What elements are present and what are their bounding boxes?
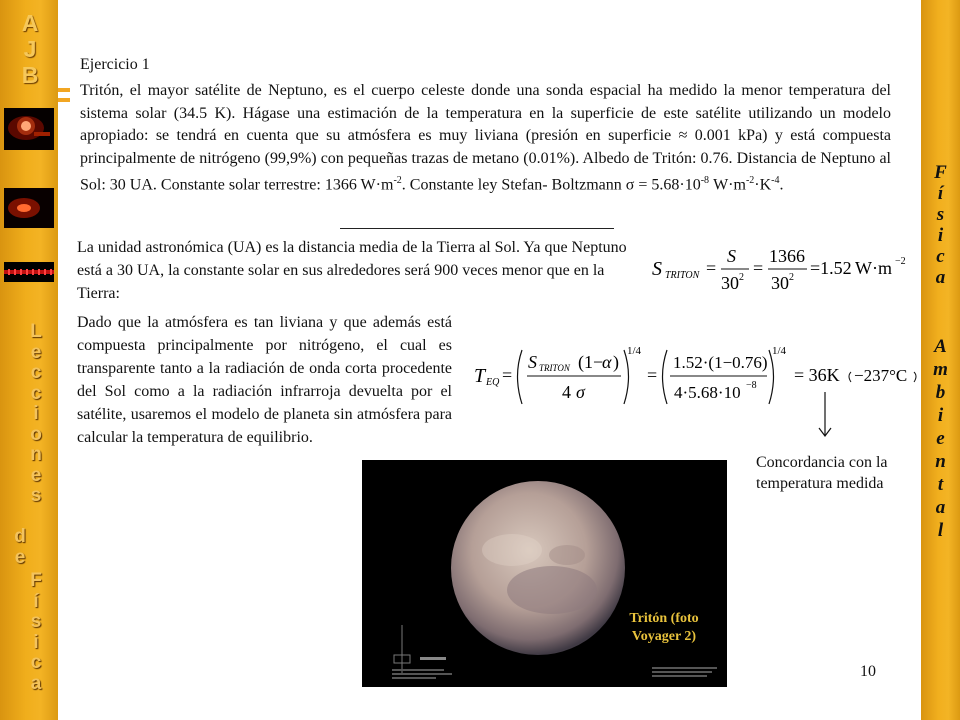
eq-unit: W·m bbox=[855, 258, 892, 278]
eq-equals: = bbox=[753, 258, 764, 278]
sidebar-letter: s bbox=[936, 204, 945, 225]
sidebar-letter: c bbox=[30, 362, 42, 383]
triton-photo bbox=[362, 460, 727, 687]
statement-text: . bbox=[779, 176, 784, 194]
sidebar-letter: í bbox=[937, 183, 944, 204]
logo-ajb bbox=[0, 10, 60, 88]
statement-text: = 5.68·10 bbox=[634, 176, 701, 194]
down-arrow-icon bbox=[817, 392, 833, 440]
equation-solar-constant bbox=[650, 240, 910, 296]
exponent: -2 bbox=[745, 175, 755, 186]
sidebar-letter: e bbox=[30, 464, 42, 486]
sidebar-letter: A bbox=[934, 336, 947, 357]
eq-fraction-den: 30 bbox=[771, 273, 789, 293]
eq-exponent: 2 bbox=[789, 272, 794, 283]
exercise-statement bbox=[80, 80, 891, 197]
eq-subscript: TRITON bbox=[665, 270, 700, 281]
sidebar-letter: o bbox=[30, 423, 42, 445]
alpha-symbol: α bbox=[602, 352, 612, 372]
sidebar-fisica bbox=[16, 571, 56, 694]
sidebar-letter: d bbox=[14, 526, 26, 547]
eq-fraction-num: ) bbox=[613, 352, 619, 372]
decor-line bbox=[58, 88, 70, 92]
sidebar-letter: a bbox=[935, 497, 946, 518]
sidebar-de bbox=[0, 527, 40, 568]
sidebar-letter: l bbox=[937, 520, 944, 541]
sidebar-letter: i bbox=[937, 405, 944, 426]
sidebar-letter: s bbox=[30, 611, 42, 632]
eq-exponent: 2 bbox=[739, 272, 744, 283]
sidebar-letter: a bbox=[935, 267, 946, 288]
eq-result: = 36K bbox=[794, 365, 840, 385]
sidebar-right-ambiental bbox=[921, 335, 960, 542]
sidebar-letter: a bbox=[30, 672, 42, 694]
eq-fraction-num: (1− bbox=[578, 352, 604, 372]
exponent: -4 bbox=[771, 175, 780, 186]
sigma-symbol: σ bbox=[576, 382, 585, 402]
eq-fraction-den: 4 bbox=[562, 382, 571, 402]
sidebar-letter: n bbox=[30, 444, 42, 465]
eq-equals: = bbox=[706, 258, 717, 278]
eq-symbol: S bbox=[652, 258, 662, 280]
sidebar-letter: t bbox=[937, 474, 944, 495]
sidebar-letter: í bbox=[33, 590, 39, 612]
result-note-line: Concordancia con la bbox=[756, 454, 888, 471]
statement-text: W·m bbox=[709, 176, 746, 194]
sidebar-letter: b bbox=[935, 382, 946, 403]
eq-fraction-den: 4·5.68·10 bbox=[674, 383, 741, 402]
sidebar-letter: c bbox=[30, 382, 42, 404]
sidebar-letter: L bbox=[30, 321, 42, 342]
eq-subscript: EQ bbox=[486, 377, 500, 388]
sidebar-letter: i bbox=[33, 631, 39, 653]
ua-explanation: La unidad astronómica (UA) es la distancia media de la Tierra al Sol. Ya que Neptuno está a 30 UA, la constante solar en sus alrededores será 900 veces menor que en la Tierra: bbox=[77, 239, 627, 302]
approx-symbol: ≈ bbox=[678, 127, 688, 144]
model-explanation: Dado que la atmósfera es tan liviana y que además está compuesta principalmente por nitrógeno, el cual es transparente tanto a la radiación de onda corta procedente del Sol como a la radiación infrarroja devuelta por el satélite, usaremos el modelo de planeta sin atmósfera para calcular la temperatura de equilibrio. bbox=[77, 314, 452, 446]
eq-exponent: −8 bbox=[746, 380, 757, 391]
sidebar-letter: F bbox=[934, 162, 947, 183]
result-note bbox=[756, 452, 888, 494]
logo-letter: B bbox=[21, 62, 39, 88]
eq-subscript: TRITON bbox=[539, 363, 570, 373]
exponent: -2 bbox=[393, 175, 402, 186]
divider bbox=[340, 228, 614, 229]
photo-caption bbox=[618, 610, 710, 646]
eq-fraction-num: S bbox=[528, 352, 537, 372]
sigma-symbol: σ bbox=[625, 176, 635, 194]
logo-letter: A bbox=[21, 10, 39, 36]
result-note-line: temperatura medida bbox=[756, 475, 884, 492]
statement-text: Tritón, el mayor satélite de Neptuno, es el cuerpo celeste donde una sonda espacial ha medido la menor temperatura del sistema solar (34.5 K). Hágase una estimación de la temperatura en la superficie de este satélite utilizando un modelo apropiado: se tendrá en cuenta que su atmósfera es muy liviana (presión en superficie bbox=[80, 82, 891, 144]
eq-exponent: 1/4 bbox=[772, 345, 787, 357]
thumbnail-spectrum bbox=[4, 262, 54, 282]
statement-text: . Constante ley Stefan- Boltzmann bbox=[401, 176, 626, 194]
exponent: -8 bbox=[700, 175, 710, 186]
sidebar-letter: c bbox=[936, 246, 945, 267]
sidebar-letter: m bbox=[933, 359, 948, 380]
eq-equals: = bbox=[647, 365, 658, 385]
thumbnail-lamp bbox=[4, 108, 54, 150]
eq-result: =1.52 bbox=[810, 258, 852, 278]
sidebar-letter: e bbox=[30, 341, 42, 363]
logo-letter: J bbox=[23, 36, 37, 62]
statement-text: 0.001 kPa) y está compuesta principalmente de nitrógeno (99,9%) con pequeñas trazas de metano (0.01%). Albedo de Tritón: 0.76. Distancia de Neptuno al Sol: 30 UA. Constante solar terrestre: 1366 W·m bbox=[80, 127, 892, 194]
eq-exponent: −2 bbox=[895, 256, 906, 267]
sidebar-lecciones bbox=[16, 322, 56, 507]
eq-exponent: 1/4 bbox=[627, 345, 642, 357]
eq-fraction-den: 30 bbox=[721, 273, 739, 293]
eq-fraction-num: 1.52·(1−0.76) bbox=[673, 353, 768, 372]
sidebar-letter: n bbox=[935, 451, 946, 472]
eq-symbol: T bbox=[474, 365, 486, 387]
sidebar-letter: F bbox=[30, 570, 42, 591]
page-number: 10 bbox=[860, 663, 876, 680]
sidebar-letter: c bbox=[30, 652, 42, 673]
eq-celsius: −237°C bbox=[854, 366, 908, 385]
sidebar-letter: e bbox=[936, 428, 945, 449]
statement-text: ·K bbox=[754, 176, 772, 194]
equation-equilibrium-temperature bbox=[470, 340, 920, 410]
photo-caption-line: Voyager 2) bbox=[631, 629, 697, 644]
eq-equals: = bbox=[502, 365, 513, 385]
photo-caption-line: Tritón (foto bbox=[629, 611, 699, 626]
sidebar-letter: s bbox=[30, 485, 42, 506]
thumbnail-laser bbox=[4, 188, 54, 228]
eq-fraction-num: S bbox=[727, 246, 736, 266]
sidebar-right-fisica bbox=[921, 162, 960, 288]
sidebar-letter: e bbox=[14, 546, 26, 568]
decor-line bbox=[58, 98, 70, 102]
sidebar-letter: i bbox=[33, 403, 39, 424]
sidebar-letter: i bbox=[937, 225, 944, 246]
eq-fraction-num: 1366 bbox=[769, 246, 805, 266]
exercise-title: Ejercicio 1 bbox=[80, 56, 150, 73]
